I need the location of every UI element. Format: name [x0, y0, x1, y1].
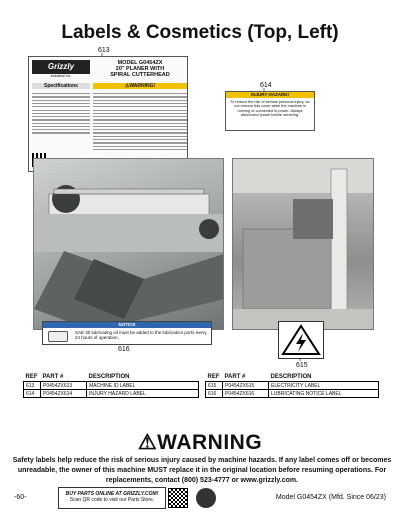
planer-photo-left — [33, 158, 224, 330]
injury-hazard-label — [225, 91, 315, 131]
table-row: 616 P0454ZX616 LUBRICATING NOTICE LABEL — [206, 390, 379, 398]
buy-parts-box[interactable]: BUY PARTS ONLINE AT GRIZZLY.COM! Scan QR code to visit our Parts Store. — [58, 487, 166, 509]
warning-banner: ⚠WARNING — [137, 431, 263, 454]
parts-table-right: REF PART # DESCRIPTION 615 P0454ZX615 ELECTRICITY LABEL 616 P0454ZX616 LUBRICATING NOTICE LABEL — [205, 373, 379, 398]
table-row: 614 P0454ZX614 INJURY HAZARD LABEL — [24, 390, 199, 398]
electricity-label — [278, 321, 324, 359]
notice-text: SAE 30 lubricating oil must be added to the lubrication ports every 24 hours of operation. — [75, 330, 207, 340]
injury-heading: INJURY HAZARD! — [226, 92, 314, 98]
grizzly-logo: Grizzly — [32, 60, 90, 74]
warning-heading: ⚠WARNING! — [93, 83, 187, 89]
warning-paragraph: Safety labels help reduce the risk of serious injury caused by machine hazards. If any label comes off or becomes unreadable, the owner of this machine MUST replace it in the original location before resuming operations. For replacements, contact (800) 523-4777 or www.grizzly.com. — [12, 457, 392, 484]
oil-can-icon — [48, 331, 68, 342]
page-title: Labels & Cosmetics (Top, Left) — [61, 22, 339, 43]
table-row: 615 P0454ZX615 ELECTRICITY LABEL — [206, 382, 379, 390]
electricity-hazard-icon — [279, 322, 323, 358]
lubrication-notice-label — [42, 321, 212, 345]
parts-table-left: REF PART # DESCRIPTION 613 P0454ZX613 MACHINE ID LABEL 614 P0454ZX614 INJURY HAZARD LABEL — [23, 373, 199, 398]
model-footer: Model G0454ZX (Mfd. Since 06/23) — [275, 494, 386, 501]
notice-heading: NOTICE — [43, 322, 211, 328]
callout-614: 614 — [260, 82, 272, 89]
logo-subtitle: Industrial Inc. — [50, 74, 72, 78]
specifications-heading: Specifications — [32, 83, 90, 89]
callout-615: 615 — [296, 362, 308, 369]
grizzly-bear-logo-icon — [196, 488, 216, 508]
qr-code-icon[interactable] — [168, 488, 188, 508]
table-row: 613 P0454ZX613 MACHINE ID LABEL — [24, 382, 199, 390]
callout-616: 616 — [118, 346, 130, 353]
planer-photo-right — [232, 158, 374, 330]
model-title: MODEL G0454ZX 20" PLANER WITH SPIRAL CUTTERHEAD — [110, 60, 170, 78]
page-number: -60- — [14, 494, 27, 501]
planer-side-illustration — [233, 159, 374, 330]
injury-text: To reduce the risk of serious personal injury, do not remove this cover while the machine is running or connected to power. Always disconnect power before servicing. — [230, 100, 310, 118]
callout-613: 613 — [98, 47, 110, 54]
planer-illustration — [34, 159, 224, 330]
